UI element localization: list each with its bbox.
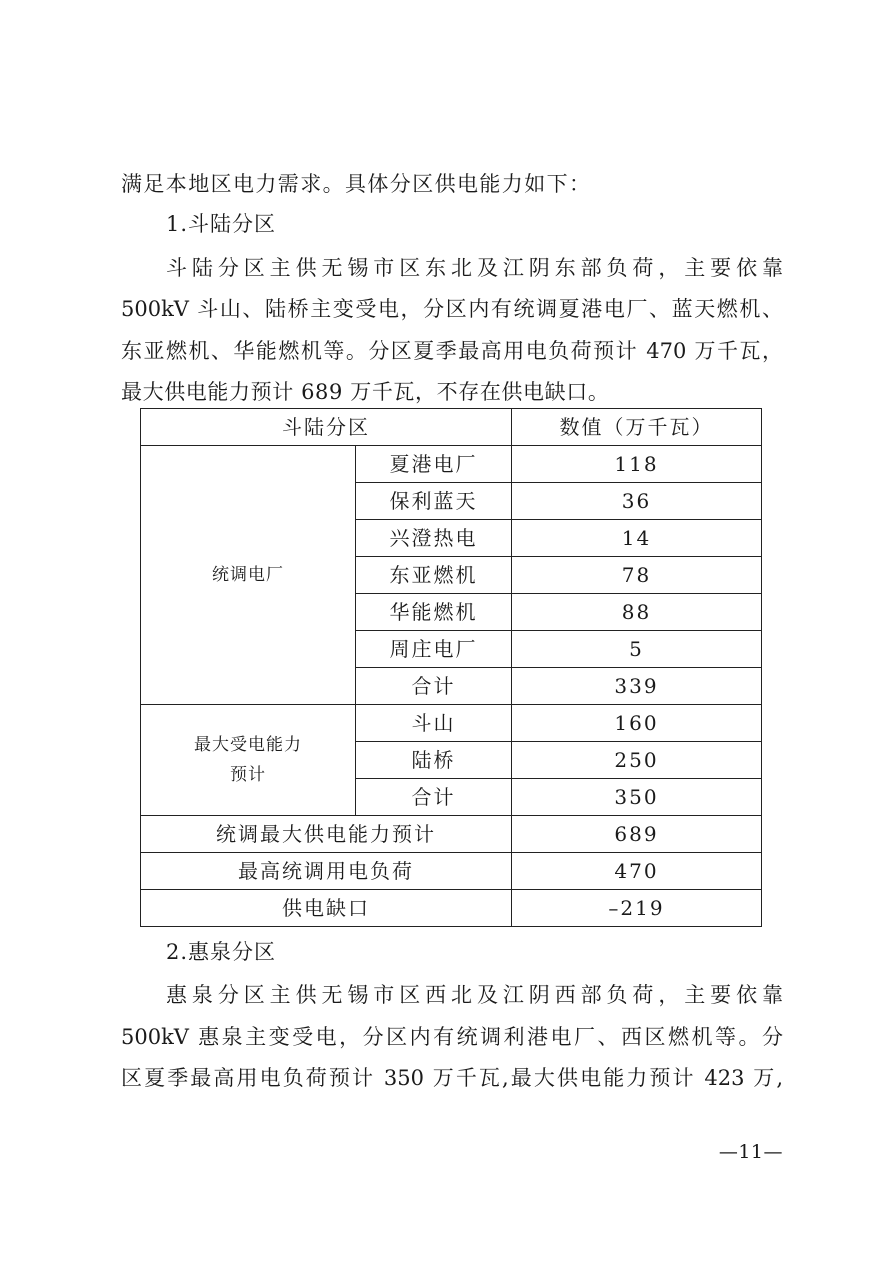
- group-label-max-receiving: [141, 705, 356, 816]
- summary-name: 统调最大供电能力预计: [141, 816, 512, 853]
- group-label-line-1: 最大受电能力: [194, 735, 302, 755]
- row-name: 周庄电厂: [356, 631, 512, 668]
- table-row: [141, 705, 762, 742]
- row-value: 118: [512, 446, 762, 483]
- summary-value: 470: [512, 853, 762, 890]
- row-value: 88: [512, 594, 762, 631]
- paragraph-huiquan-line-3: 区夏季最高用电负荷预计 350 万千瓦,最大供电能力预计 423 万,: [121, 1066, 783, 1090]
- row-value: 160: [512, 705, 762, 742]
- header-value-unit: 数值（万千瓦）: [512, 409, 762, 446]
- table-row-summary: [141, 853, 762, 890]
- row-name: 合计: [356, 779, 512, 816]
- row-value: 350: [512, 779, 762, 816]
- table-row-summary: [141, 816, 762, 853]
- summary-value: –219: [512, 890, 762, 927]
- row-name: 陆桥: [356, 742, 512, 779]
- row-value: 14: [512, 520, 762, 557]
- group-label-line-2: 预计: [230, 765, 266, 785]
- row-name: 斗山: [356, 705, 512, 742]
- summary-value: 689: [512, 816, 762, 853]
- row-value: 339: [512, 668, 762, 705]
- section-heading-doulu: 1.斗陆分区: [166, 212, 277, 236]
- row-value: 36: [512, 483, 762, 520]
- page-number: —11—: [718, 1141, 783, 1163]
- paragraph-huiquan-line-2: 500kV 惠泉主变受电，分区内有统调利港电厂、西区燃机等。分: [121, 1025, 783, 1049]
- paragraph-doulu-line-3: 东亚燃机、华能燃机等。分区夏季最高用电负荷预计 470 万千瓦，: [121, 339, 783, 363]
- section-heading-huiquan: 2.惠泉分区: [166, 940, 277, 964]
- row-name: 合计: [356, 668, 512, 705]
- row-value: 5: [512, 631, 762, 668]
- header-district: 斗陆分区: [141, 409, 512, 446]
- paragraph-continuation: 满足本地区电力需求。具体分区供电能力如下：: [121, 172, 592, 196]
- row-name: 保利蓝天: [356, 483, 512, 520]
- row-value: 250: [512, 742, 762, 779]
- table-header-row: [141, 409, 762, 446]
- row-name: 东亚燃机: [356, 557, 512, 594]
- row-value: 78: [512, 557, 762, 594]
- row-name: 兴澄热电: [356, 520, 512, 557]
- group-label-power-plants: 统调电厂: [141, 446, 356, 705]
- summary-name: 最高统调用电负荷: [141, 853, 512, 890]
- paragraph-doulu-line-4: 最大供电能力预计 689 万千瓦，不存在供电缺口。: [121, 380, 610, 404]
- row-name: 夏港电厂: [356, 446, 512, 483]
- table-row-summary: [141, 890, 762, 927]
- paragraph-huiquan-line-1: 惠泉分区主供无锡市区西北及江阴西部负荷，主要依靠: [166, 983, 783, 1007]
- row-name: 华能燃机: [356, 594, 512, 631]
- table-row: [141, 446, 762, 483]
- doulu-supply-table: [140, 408, 762, 927]
- summary-name: 供电缺口: [141, 890, 512, 927]
- paragraph-doulu-line-2: 500kV 斗山、陆桥主变受电，分区内有统调夏港电厂、蓝天燃机、: [121, 297, 783, 321]
- paragraph-doulu-line-1: 斗陆分区主供无锡市区东北及江阴东部负荷，主要依靠: [166, 256, 783, 280]
